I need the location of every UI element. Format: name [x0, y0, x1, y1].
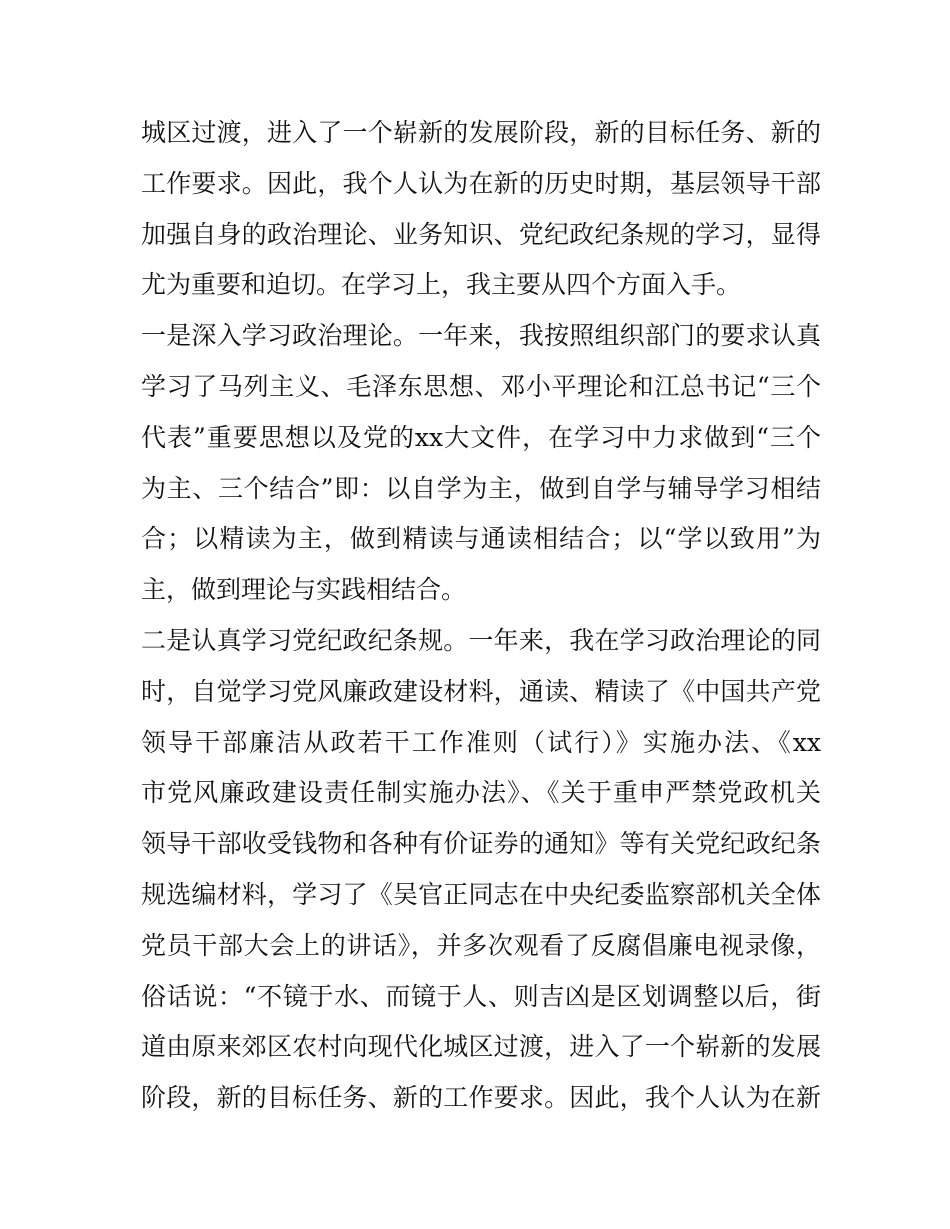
text-line: 代表”重要思想以及党的xx大文件，在学习中力求做到“三个 [141, 422, 821, 452]
text-line: 工作要求。因此，我个人认为在新的历史时期，基层领导干部 [141, 168, 821, 198]
text-line: 二是认真学习党纪政纪条规。一年来，我在学习政治理论的同 [141, 625, 821, 655]
text-line: 规选编材料，学习了《吴官正同志在中央纪委监察部机关全体 [141, 879, 821, 909]
text-line: 加强自身的政治理论、业务知识、党纪政纪条规的学习，显得 [141, 219, 821, 249]
text-line: 领导干部收受钱物和各种有价证券的通知》等有关党纪政纪条 [141, 829, 821, 859]
text-line: 领导干部廉洁从政若干工作准则（试行）》实施办法、《xx [141, 727, 821, 757]
text-line: 阶段，新的目标任务、新的工作要求。因此，我个人认为在新 [141, 1083, 821, 1113]
text-line: 一是深入学习政治理论。一年来，我按照组织部门的要求认真 [141, 321, 821, 351]
text-line: 为主、三个结合”即：以自学为主，做到自学与辅导学习相结 [141, 473, 821, 503]
text-line: 城区过渡，进入了一个崭新的发展阶段，新的目标任务、新的 [141, 118, 821, 147]
body-text [141, 108, 821, 1124]
text-line: 党员干部大会上的讲话》，并多次观看了反腐倡廉电视录像， [141, 930, 821, 960]
text-line: 市党风廉政建设责任制实施办法》、《关于重申严禁党政机关 [141, 778, 821, 808]
text-line: 合；以精读为主，做到精读与通读相结合；以“学以致用”为 [141, 524, 821, 554]
paragraph-end-line: 尤为重要和迫切。在学习上，我主要从四个方面入手。 [141, 270, 742, 300]
paragraph-end-line: 主，做到理论与实践相结合。 [141, 575, 467, 605]
text-line: 时，自觉学习党风廉政建设材料，通读、精读了《中国共产党 [141, 676, 821, 706]
text-line: 学习了马列主义、毛泽东思想、邓小平理论和江总书记“三个 [141, 371, 821, 401]
text-line: 俗话说：“不镜于水、而镜于人、则吉凶是区划调整以后，街 [141, 981, 821, 1011]
text-line: 道由原来郊区农村向现代化城区过渡，进入了一个崭新的发展 [141, 1032, 821, 1062]
